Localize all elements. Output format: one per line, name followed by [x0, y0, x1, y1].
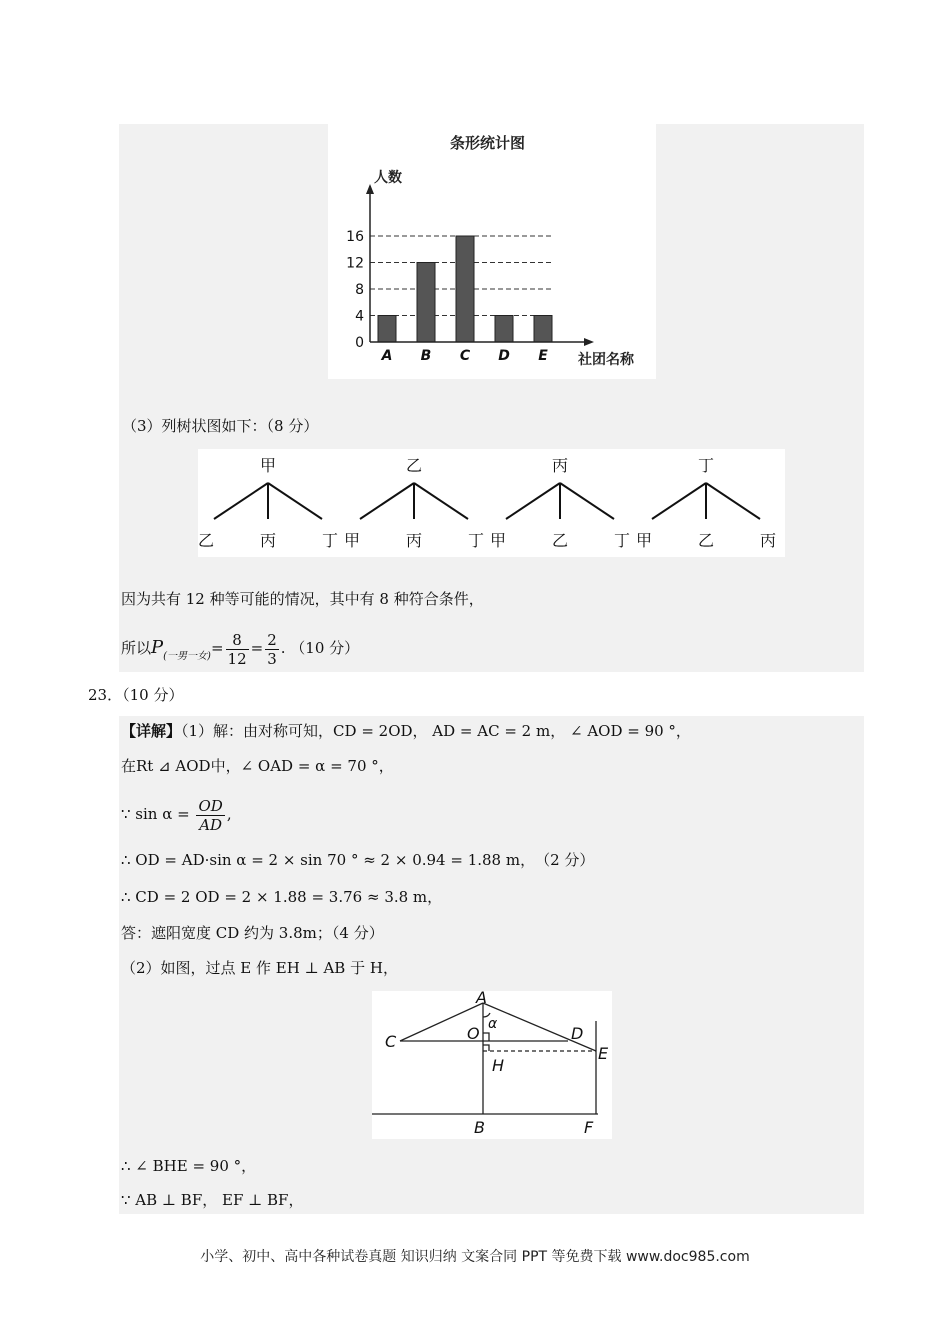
- solution-line1-text: （1）解：由对称可知，CD = 2OD， AD = AC = 2 m， ∠ AOD = 90 °，: [181, 722, 691, 740]
- tree-leaf-0-0: 乙: [198, 531, 215, 550]
- bar-chart: [328, 124, 656, 379]
- geometry-diagram: [372, 991, 612, 1139]
- chart-title: 条形统计图: [450, 134, 526, 152]
- prob-tail: . （10 分）: [280, 639, 360, 657]
- prob-fraction-2: [265, 631, 279, 668]
- tree-leaf-3-0: 甲: [635, 531, 653, 550]
- label-O: O: [467, 1024, 480, 1043]
- tree-leaf-2-1: 乙: [551, 531, 569, 550]
- chart-ylabel: 人数: [374, 170, 402, 186]
- sin-fraction: [196, 797, 224, 834]
- tree-root-0: 甲: [259, 456, 277, 475]
- bar-E: [534, 316, 552, 343]
- bar-chart-figure: [328, 124, 656, 379]
- frac2-num: 2: [267, 630, 277, 649]
- y-axis-arrow: [366, 184, 374, 194]
- tree-branch-0-0: [214, 483, 268, 519]
- tree-leaf-1-2: 丁: [467, 531, 485, 550]
- tree-branch-2-0: [506, 483, 560, 519]
- tree-branch-3-0: [652, 483, 706, 519]
- tree-leaf-3-2: 丙: [759, 531, 777, 550]
- bar-D: [495, 316, 513, 343]
- solution-line5: ∴ CD = 2 OD = 2 × 1.88 = 3.76 ≈ 3.8 m，: [121, 888, 443, 906]
- label-E: E: [598, 1044, 609, 1063]
- part3-heading: （3）列树状图如下：（8 分）: [122, 417, 319, 435]
- frac2-den: 3: [267, 649, 277, 668]
- geometry-figure: [372, 991, 612, 1139]
- sin-frac-num: OD: [198, 796, 223, 815]
- tree-branch-0-2: [268, 483, 322, 519]
- tree-diagram-figure: [198, 449, 785, 557]
- label-C: C: [385, 1032, 397, 1051]
- tree-leaf-2-2: 丁: [613, 531, 631, 550]
- x-axis-arrow: [584, 338, 594, 346]
- label-F: F: [584, 1118, 594, 1137]
- solution-line8: ∴ ∠ BHE = 90 °，: [121, 1157, 257, 1175]
- xtick-B: B: [420, 348, 432, 364]
- tree-leaf-1-1: 丙: [405, 531, 423, 550]
- sin-prefix: ∵ sin α =: [121, 805, 195, 823]
- tree-root-1: 乙: [405, 456, 423, 475]
- label-A: A: [476, 991, 487, 1007]
- label-alpha: α: [488, 1016, 498, 1032]
- solution-line2: 在Rt ⊿ AOD中，∠ OAD = α = 70 °，: [121, 757, 394, 775]
- tree-branch-1-0: [360, 483, 414, 519]
- xtick-C: C: [459, 348, 471, 364]
- xtick-A: A: [381, 348, 393, 364]
- ytick-0: 0: [355, 335, 364, 351]
- prob-eq2: =: [250, 639, 264, 657]
- probability-line: [121, 626, 359, 670]
- question-23-number: 23．（10 分）: [88, 686, 184, 704]
- bar-A: [378, 316, 396, 343]
- label-B: B: [474, 1118, 485, 1137]
- frac1-num: 8: [226, 631, 249, 650]
- xtick-D: D: [498, 348, 510, 364]
- tree-branch-2-2: [560, 483, 614, 519]
- chart-xlabel: 社团名称: [578, 352, 634, 368]
- prob-fraction-1: [226, 631, 249, 668]
- solution-line7: （2）如图，过点 E 作 EH ⊥ AB 于 H，: [121, 959, 398, 977]
- tree-leaf-0-1: 丙: [259, 531, 277, 550]
- label-D: D: [571, 1024, 584, 1043]
- solution-line3: [121, 792, 232, 836]
- solution-line4: ∴ OD = AD·sin α = 2 × sin 70 ° ≈ 2 × 0.94 = 1.88 m， （2 分）: [121, 851, 595, 869]
- bar-C: [456, 236, 474, 342]
- xtick-E: E: [538, 348, 548, 364]
- prob-symbol: P: [151, 637, 164, 658]
- sin-suffix: ,: [226, 805, 232, 823]
- tree-branch-3-2: [706, 483, 760, 519]
- detail-tag: 【详解】: [121, 722, 182, 740]
- sin-frac-den: AD: [199, 815, 223, 834]
- tree-leaf-1-0: 甲: [343, 531, 361, 550]
- ytick-8: 8: [355, 282, 364, 298]
- tree-leaf-0-2: 丁: [321, 531, 339, 550]
- tree-leaf-2-0: 甲: [489, 531, 507, 550]
- tree-leaf-3-1: 乙: [697, 531, 715, 550]
- solution-line6: 答：遮阳宽度 CD 约为 3.8m；（4 分）: [121, 924, 384, 942]
- tree-branch-1-2: [414, 483, 468, 519]
- solution-line1: [121, 721, 691, 741]
- bar-B: [417, 263, 435, 343]
- ytick-12: 12: [346, 255, 364, 272]
- right-angle-h: [483, 1045, 489, 1051]
- prob-eq1: =: [210, 639, 224, 657]
- tree-diagram: [198, 449, 785, 557]
- tree-root-3: 丁: [697, 456, 715, 475]
- tree-root-2: 丙: [551, 456, 569, 475]
- prob-subscript: (一男一女): [163, 651, 211, 662]
- solution-line9: ∵ AB ⊥ BF， EF ⊥ BF，: [121, 1191, 304, 1209]
- prob-prefix: 所以: [121, 639, 152, 657]
- page-footer: 小学、初中、高中各种试卷真题 知识归纳 文案合同 PPT 等免费下载 www.doc985.com: [200, 1249, 750, 1265]
- right-angle-o: [483, 1033, 489, 1041]
- conclusion-line1: 因为共有 12 种等可能的情况，其中有 8 种符合条件，: [121, 590, 484, 608]
- ytick-16: 16: [346, 229, 364, 245]
- label-H: H: [492, 1056, 505, 1075]
- frac1-den: 12: [227, 649, 247, 668]
- ytick-4: 4: [355, 308, 364, 325]
